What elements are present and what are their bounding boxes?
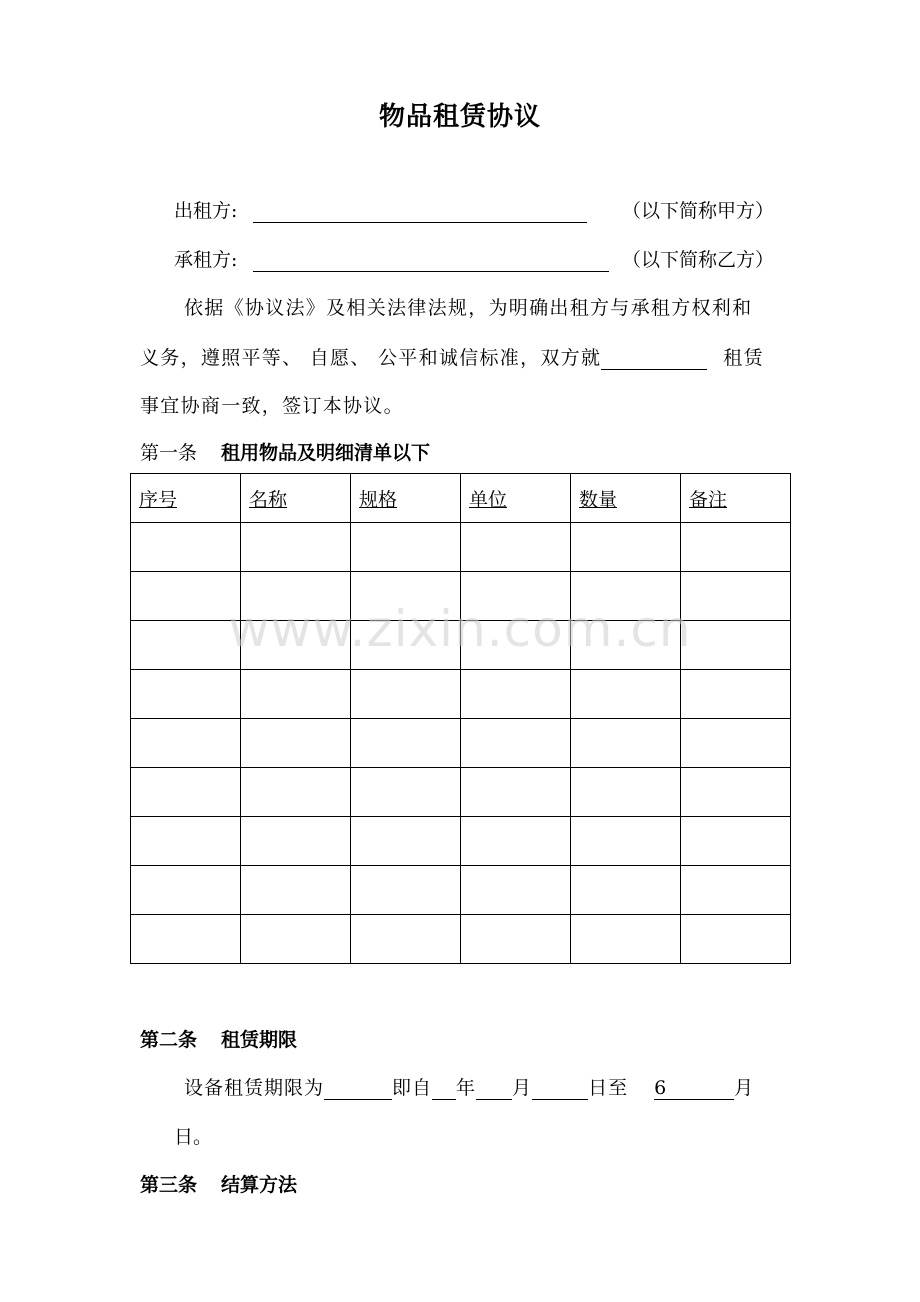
end-month-field[interactable]: 6 [654, 1077, 734, 1100]
rental-item-blank[interactable] [601, 347, 707, 370]
lessee-suffix: （以下简称乙方） [622, 249, 775, 271]
table-row [131, 670, 791, 719]
table-row [131, 817, 791, 866]
header-unit: 单位 [461, 474, 571, 523]
intro-line-2 [140, 343, 764, 370]
article-2-heading [140, 1025, 297, 1052]
table-cell[interactable] [681, 670, 791, 719]
table-cell[interactable] [461, 523, 571, 572]
table-cell[interactable] [461, 621, 571, 670]
table-cell[interactable] [351, 817, 461, 866]
table-cell[interactable] [131, 523, 241, 572]
lessee-label: 承租方: [174, 249, 238, 271]
table-cell[interactable] [131, 670, 241, 719]
table-cell[interactable] [681, 621, 791, 670]
article-3-number: 第三条 [140, 1174, 198, 1196]
table-cell[interactable] [131, 768, 241, 817]
lease-duration-blank[interactable] [324, 1077, 392, 1100]
lease-term-end: 日。 [174, 1126, 213, 1148]
header-quantity: 数量 [571, 474, 681, 523]
table-row [131, 915, 791, 964]
table-header-row [131, 474, 791, 523]
start-month-blank[interactable] [476, 1077, 512, 1100]
lessor-suffix: （以下简称甲方） [622, 200, 775, 222]
table-cell[interactable] [241, 915, 351, 964]
article-3-heading [140, 1170, 297, 1197]
table-cell[interactable] [681, 719, 791, 768]
table-cell[interactable] [571, 719, 681, 768]
watermark: www.zixin.com.cn [228, 600, 692, 658]
lessor-name-blank[interactable] [253, 200, 587, 223]
table-row [131, 719, 791, 768]
table-cell[interactable] [241, 572, 351, 621]
table-cell[interactable] [461, 670, 571, 719]
table-cell[interactable] [571, 670, 681, 719]
table-cell[interactable] [571, 817, 681, 866]
table-row [131, 572, 791, 621]
table-row [131, 523, 791, 572]
table-cell[interactable] [351, 523, 461, 572]
start-year-blank[interactable] [432, 1077, 456, 1100]
table-cell[interactable] [461, 719, 571, 768]
intro-line-2-end: 租赁 [723, 347, 764, 369]
table-cell[interactable] [571, 768, 681, 817]
table-cell[interactable] [681, 572, 791, 621]
table-cell[interactable] [681, 768, 791, 817]
table-cell[interactable] [131, 866, 241, 915]
article-2-title: 租赁期限 [221, 1029, 298, 1051]
header-name: 名称 [241, 474, 351, 523]
lessee-name-blank[interactable] [253, 249, 609, 272]
article-1-number: 第一条 [140, 442, 198, 464]
table-cell[interactable] [571, 621, 681, 670]
lessee-line [174, 245, 609, 272]
table-cell[interactable] [131, 817, 241, 866]
end-month-text: 月 [734, 1077, 755, 1099]
table-cell[interactable] [351, 719, 461, 768]
intro-line-1: 依据《协议法》及相关法律法规，为明确出租方与承租方权利和 [184, 297, 753, 319]
table-cell[interactable] [351, 572, 461, 621]
table-cell[interactable] [461, 866, 571, 915]
article-1-title: 租用物品及明细清单以下 [221, 442, 431, 464]
table-cell[interactable] [681, 817, 791, 866]
table-cell[interactable] [241, 768, 351, 817]
item-list-table [130, 473, 791, 964]
table-cell[interactable] [571, 523, 681, 572]
table-cell[interactable] [571, 866, 681, 915]
article-3-title: 结算方法 [221, 1174, 298, 1196]
table-cell[interactable] [241, 621, 351, 670]
table-cell[interactable] [351, 621, 461, 670]
table-cell[interactable] [461, 572, 571, 621]
table-cell[interactable] [571, 572, 681, 621]
table-cell[interactable] [351, 768, 461, 817]
intro-line-2-text: 义务，遵照平等、 自愿、 公平和诚信标准，双方就 [140, 347, 602, 369]
article-1-heading [140, 438, 430, 465]
table-row [131, 768, 791, 817]
header-remarks: 备注 [681, 474, 791, 523]
lessor-label: 出租方: [174, 200, 238, 222]
year-text: 年 [456, 1077, 477, 1099]
start-day-blank[interactable] [532, 1077, 588, 1100]
table-cell[interactable] [681, 866, 791, 915]
table-cell[interactable] [131, 719, 241, 768]
lessor-line [174, 196, 587, 223]
table-cell[interactable] [241, 866, 351, 915]
table-cell[interactable] [241, 670, 351, 719]
document-title: 物品租赁协议 [378, 102, 541, 132]
lease-from-text: 即自 [392, 1077, 433, 1099]
table-cell[interactable] [241, 817, 351, 866]
table-cell[interactable] [131, 915, 241, 964]
table-cell[interactable] [461, 915, 571, 964]
table-cell[interactable] [131, 572, 241, 621]
article-2-number: 第二条 [140, 1029, 198, 1051]
intro-line-3: 事宜协商一致，签订本协议。 [140, 395, 404, 417]
table-cell[interactable] [461, 817, 571, 866]
table-cell[interactable] [351, 915, 461, 964]
table-row [131, 621, 791, 670]
table-cell[interactable] [241, 523, 351, 572]
table-cell[interactable] [681, 523, 791, 572]
day-to-text: 日至 [588, 1077, 629, 1099]
table-cell[interactable] [461, 768, 571, 817]
table-cell[interactable] [351, 670, 461, 719]
table-cell[interactable] [131, 621, 241, 670]
table-row [131, 866, 791, 915]
header-spec: 规格 [351, 474, 461, 523]
table-cell[interactable] [351, 866, 461, 915]
table-cell[interactable] [681, 915, 791, 964]
header-index: 序号 [131, 474, 241, 523]
lease-term-text: 设备租赁期限为 [184, 1077, 325, 1099]
table-cell[interactable] [571, 915, 681, 964]
table-cell[interactable] [241, 719, 351, 768]
lease-term-line [184, 1073, 754, 1100]
month-text: 月 [512, 1077, 533, 1099]
